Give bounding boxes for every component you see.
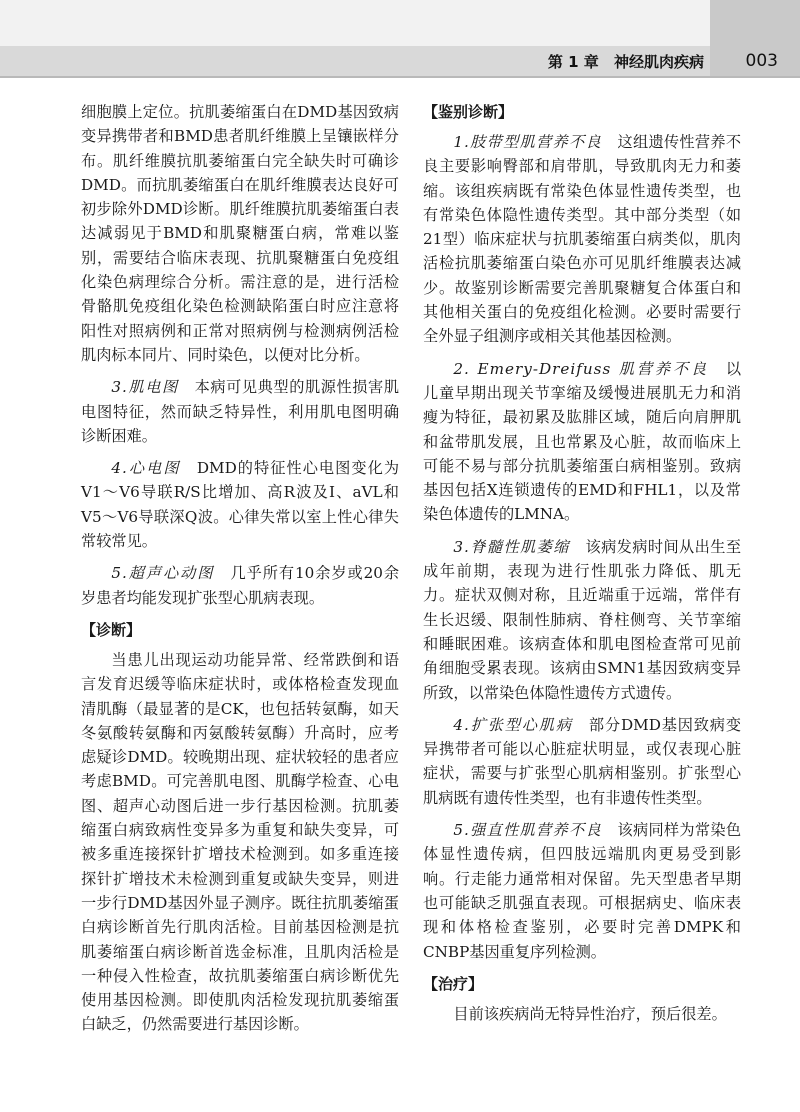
header-title: [538, 51, 704, 72]
running-header: [0, 46, 800, 78]
paragraph-treatment: 目前该疾病尚无特异性治疗，预后很差。: [453, 1004, 727, 1023]
section-heading-differential: 【鉴别诊断】: [423, 103, 514, 121]
paragraph-sma: [423, 535, 741, 705]
paragraph-ihc: 细胞膜上定位。抗肌萎缩蛋白在DMD基因致病变异携带者和BMD患者肌纤维膜上呈镶嵌样分布。肌纤维膜抗肌萎缩蛋白完全缺失时可确诊DMD。而抗肌萎缩蛋白在肌纤维膜表达良好可初步除外DMD诊断。肌纤维膜抗肌萎缩蛋白表达减弱见于BMD和肌聚糖蛋白病，常难以鉴别，需要结合临床表现、抗肌聚糖蛋白免疫组化染色病理综合分析。需注意的是，进行活检骨骼肌免疫组化染色检测缺陷蛋白时应注意将阳性对照病例和正常对照病例与检测病例活检肌肉标本同片、同时染色，以便对比分析。: [81, 103, 399, 364]
paragraph-emg: [81, 375, 399, 448]
text-sma: 该病发病时间从出生至成年前期，表现为进行性肌张力降低、肌无力。症状双侧对称，且近端重于远端，常伴有生长迟缓、限制性肺病、脊柱侧弯、关节挛缩和睡眠困难。该病查体和肌电图检查常可见前角细胞受累表现。该病由SMN1基因致病变异所致，以常染色体隐性遗传方式遗传。: [423, 537, 742, 702]
paragraph-dm: [423, 818, 741, 964]
text-lgmd: 这组遗传性营养不良主要影响臀部和肩带肌，导致肌肉无力和萎缩。该组疾病既有常染色体显性遗传类型，也有常染色体隐性遗传类型。其中部分类型（如21型）临床症状与抗肌萎缩蛋白病类似，肌肉活检抗肌萎缩蛋白染色亦可见肌纤维膜表达减少。故鉴别诊断需要完善肌聚糖复合体蛋白和其他相关蛋白的免疫组化检测。必要时需要行全外显子组测序或相关其他基因检测。: [423, 133, 742, 346]
paragraph-diagnosis: 当患儿出现运动功能异常、经常跌倒和语言发育迟缓等临床症状时，或体格检查发现血清肌酶（最显著的是CK，也包括转氨酶，如天冬氨酸转氨酶和丙氨酸转氨酶）升高时，应考虑疑诊DMD。较晚期出现、症状较轻的患者应考虑BMD。可完善肌电图、肌酶学检查、心电图、超声心动图后进一步行基因检测。抗肌萎缩蛋白病致病性变异多为重复和缺失变异，可被多重连接探针扩增技术检测到。如多重连接探针扩增技术未检测到重复或缺失变异，则进一步行DMD基因外显子测序。既往抗肌萎缩蛋白病诊断首先行肌肉活检。目前基因检测是抗肌萎缩蛋白病诊断首选金标准，且肌肉活检是一种侵入性检查，故抗肌萎缩蛋白病诊断优先使用基因检测。即使肌肉活检发现抗肌萎缩蛋白缺乏，仍然需要进行基因诊断。: [81, 650, 399, 1034]
text-emg: 本病可见典型的肌源性损害肌电图特征，然而缺乏特异性，利用肌电图明确诊断困难。: [81, 378, 400, 445]
term-lgmd: 1.肢带型肌营养不良: [453, 133, 602, 151]
term-dcm: 4.扩张型心肌病: [453, 715, 573, 734]
text-echo: 几乎所有10余岁或20余岁患者均能发现扩张型心肌病表现。: [81, 564, 400, 607]
paragraph-edmd: [423, 357, 741, 527]
text-dcm: 部分DMD基因致病变异携带者可能以心脏症状明显，或仅表现心脏症状，需要与扩张型心肌病相鉴别。扩张型心肌病既有遗传性类型，也有非遗传性类型。: [423, 715, 742, 807]
right-column: [423, 100, 741, 1034]
section-heading-diagnosis: 【诊断】: [81, 620, 142, 639]
term-emg: 3.肌电图: [111, 378, 179, 397]
term-echo: 5.超声心动图: [111, 564, 215, 583]
paragraph-dcm: [423, 713, 741, 810]
text-edmd: 以儿童早期出现关节挛缩及缓慢进展肌无力和消瘦为特征，最初累及肱腓区域，随后向肩胛肌和盆带肌发展，且也常累及心脏，故而临床上可能不易与部分抗肌萎缩蛋白病相鉴别。致病基因包括X连锁遗传的EMD和FHL1，以及常染色体遗传的LMNA。: [423, 359, 742, 524]
top-margin-band: [0, 0, 800, 46]
text-dm: 该病同样为常染色体显性遗传病，但四肢远端肌肉更易受到影响。行走能力通常相对保留。先天型患者早期也可能缺乏肌强直表现。可根据病史、临床表现和体格检查鉴别，必要时完善DMPK和CNBP基因重复序列检测。: [423, 821, 742, 961]
section-heading-treatment: 【治疗】: [423, 974, 484, 993]
left-column: [81, 100, 399, 1045]
page-number-box: [710, 0, 800, 76]
chapter-label: 第 1 章: [547, 53, 599, 71]
paragraph-ecg: [81, 456, 399, 553]
chapter-title: 神经肌肉疾病: [613, 53, 704, 71]
paragraph-lgmd: [423, 130, 741, 349]
text-ecg: DMD的特征性心电图变化为V1～V6导联R/S比增加、高R波及Ⅰ、aVL和V5～V6导联深Q波。心律失常以室上性心律失常较常见。: [81, 459, 400, 551]
term-sma: 3.脊髓性肌萎缩: [453, 537, 570, 556]
term-ecg: 4.心电图: [111, 459, 181, 478]
paragraph-echo: [81, 561, 399, 610]
page-number: 003: [745, 51, 778, 71]
term-edmd: 2. Emery-Dreifuss 肌营养不良: [453, 359, 709, 378]
term-dm: 5.强直性肌营养不良: [453, 821, 602, 840]
